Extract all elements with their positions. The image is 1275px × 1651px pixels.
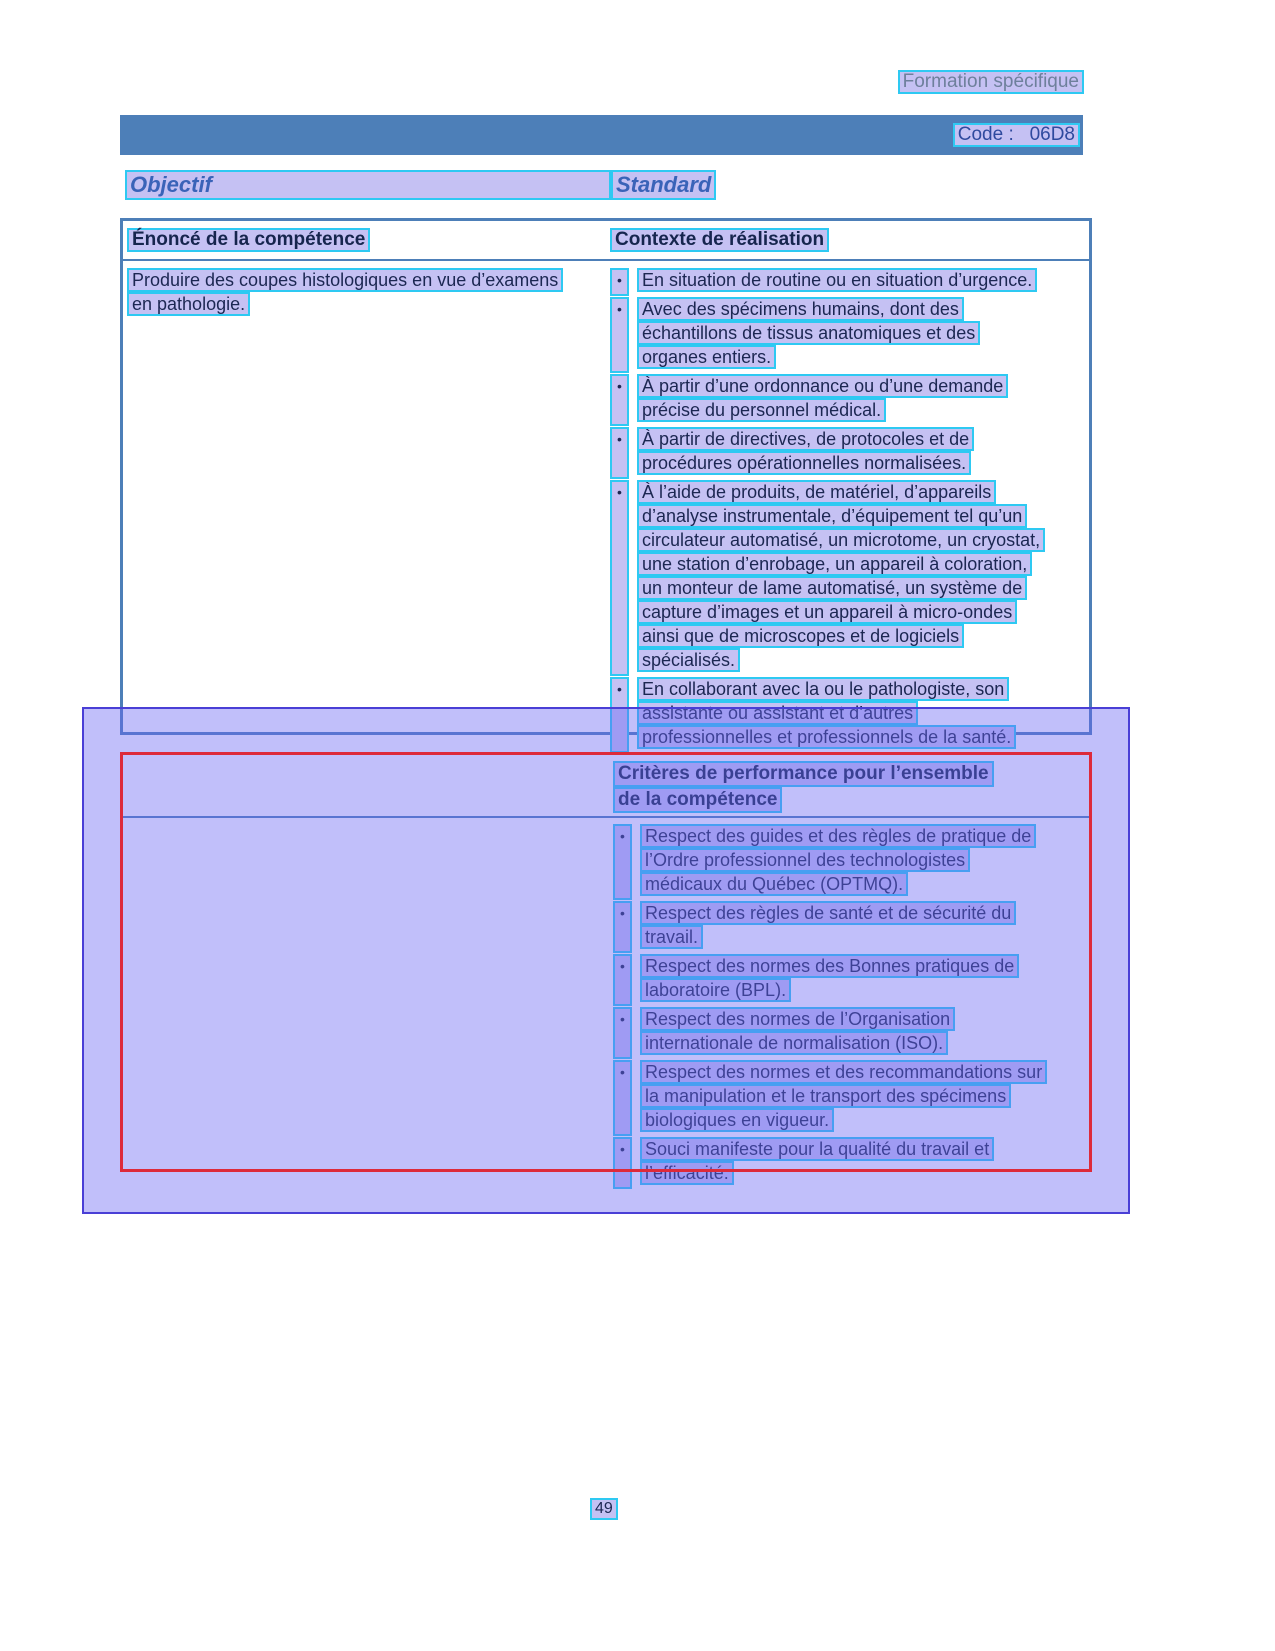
text-line: d’analyse instrumentale, d’équipement tel qu’un	[639, 506, 1025, 526]
text-line: Respect des normes de l’Organisation	[642, 1009, 953, 1029]
text-line: la manipulation et le transport des spécimens	[642, 1086, 1009, 1106]
page-footer	[592, 1500, 616, 1518]
text-line: capture d’images et un appareil à micro-ondes	[639, 602, 1015, 622]
list-item-text	[642, 956, 1017, 1004]
list-item-text	[642, 903, 1014, 951]
column-header-enonce: Énoncé de la compétence	[129, 230, 368, 250]
list-item	[615, 1139, 1083, 1187]
text-line: Respect des règles de santé et de sécurité du	[642, 903, 1014, 923]
list-item-text	[639, 429, 972, 477]
context-cell	[612, 270, 1089, 756]
bullet-icon: •	[612, 376, 627, 424]
text-line: Respect des normes des Bonnes pratiques de	[642, 956, 1017, 976]
list-item	[615, 956, 1083, 1004]
bullet-icon: •	[612, 270, 627, 294]
text-line: biologiques en vigueur.	[642, 1110, 832, 1130]
page-number: 49	[592, 1500, 616, 1518]
text-line: En situation de routine ou en situation d’urgence.	[639, 270, 1035, 290]
list-item-text	[639, 270, 1035, 294]
column-header-contexte: Contexte de réalisation	[612, 230, 827, 250]
bullet-icon: •	[615, 956, 630, 1004]
bullet-icon: •	[615, 1062, 630, 1134]
table-body-row	[123, 261, 1089, 756]
list-item	[615, 1062, 1083, 1134]
standard-title: Standard	[613, 172, 714, 198]
competence-text-line: en pathologie.	[129, 294, 248, 314]
criteria-body	[123, 818, 1089, 1187]
list-item	[615, 903, 1083, 951]
criteria-header-row	[123, 755, 1089, 818]
text-line: À l’aide de produits, de matériel, d’appareils	[639, 482, 994, 502]
objectif-title: Objectif	[127, 172, 609, 198]
list-item-text	[639, 299, 978, 371]
text-line: En collaborant avec la ou le pathologiste, son	[639, 679, 1007, 699]
text-line: une station d’enrobage, un appareil à coloration,	[639, 554, 1030, 574]
header-cell-enonce	[123, 230, 612, 250]
text-line: un monteur de lame automatisé, un système de	[639, 578, 1025, 598]
text-line: Souci manifeste pour la qualité du travail et	[642, 1139, 992, 1159]
list-item-text	[642, 1062, 1045, 1134]
text-line: laboratoire (BPL).	[642, 980, 789, 1000]
list-item	[612, 376, 1089, 424]
section-label	[900, 72, 1082, 92]
list-item-text	[639, 679, 1014, 751]
text-line: À partir de directives, de protocoles et de	[639, 429, 972, 449]
text-line: circulateur automatisé, un microtome, un cryostat,	[639, 530, 1043, 550]
competence-table	[120, 218, 1092, 747]
competence-text-line: Produire des coupes histologiques en vue d’examens	[129, 270, 561, 290]
bullet-icon: •	[615, 1009, 630, 1057]
text-line: professionnelles et professionnels de la santé.	[639, 727, 1014, 747]
bullet-icon: •	[615, 903, 630, 951]
list-item	[612, 429, 1089, 477]
list-item	[612, 482, 1089, 674]
criteria-table	[120, 752, 1092, 1183]
text-line: À partir d’une ordonnance ou d’une demande	[639, 376, 1006, 396]
text-line: l’efficacité.	[642, 1163, 732, 1183]
text-line: spécialisés.	[639, 650, 738, 670]
list-item	[615, 1009, 1083, 1057]
table-header-row	[123, 221, 1089, 261]
list-item-text	[642, 1139, 992, 1187]
code-header-bar	[120, 115, 1083, 155]
text-line: précise du personnel médical.	[639, 400, 884, 420]
criteria-header-line: Critères de performance pour l’ensemble	[615, 763, 992, 785]
text-line: l’Ordre professionnel des technologistes	[642, 850, 968, 870]
text-line: assistante ou assistant et d’autres	[639, 703, 916, 723]
list-item	[615, 826, 1083, 898]
list-item	[612, 679, 1089, 751]
header-cell-contexte	[612, 230, 1089, 250]
list-item-text	[639, 482, 1043, 674]
bullet-icon: •	[612, 299, 627, 371]
list-item-text	[642, 1009, 953, 1057]
text-line: procédures opérationnelles normalisées.	[639, 453, 969, 473]
text-line: ainsi que de microscopes et de logiciels	[639, 626, 962, 646]
text-line: organes entiers.	[639, 347, 774, 367]
competence-cell	[123, 270, 612, 756]
text-line: internationale de normalisation (ISO).	[642, 1033, 946, 1053]
list-item-text	[642, 826, 1034, 898]
list-item-text	[639, 376, 1006, 424]
bullet-icon: •	[612, 482, 627, 674]
text-line: Respect des guides et des règles de pratique de	[642, 826, 1034, 846]
bullet-icon: •	[615, 826, 630, 898]
text-line: échantillons de tissus anatomiques et des	[639, 323, 978, 343]
formation-note-text: Formation spécifique	[900, 72, 1082, 92]
criteria-header-line: de la compétence	[615, 789, 780, 811]
list-item	[612, 299, 1089, 371]
code-label: Code : 06D8	[955, 125, 1078, 145]
text-line: Avec des spécimens humains, dont des	[639, 299, 962, 319]
bullet-icon: •	[615, 1139, 630, 1187]
bullet-icon: •	[612, 429, 627, 477]
bullet-icon: •	[612, 679, 627, 751]
text-line: travail.	[642, 927, 701, 947]
text-line: médicaux du Québec (OPTMQ).	[642, 874, 906, 894]
text-line: Respect des normes et des recommandations sur	[642, 1062, 1045, 1082]
list-item	[612, 270, 1089, 294]
